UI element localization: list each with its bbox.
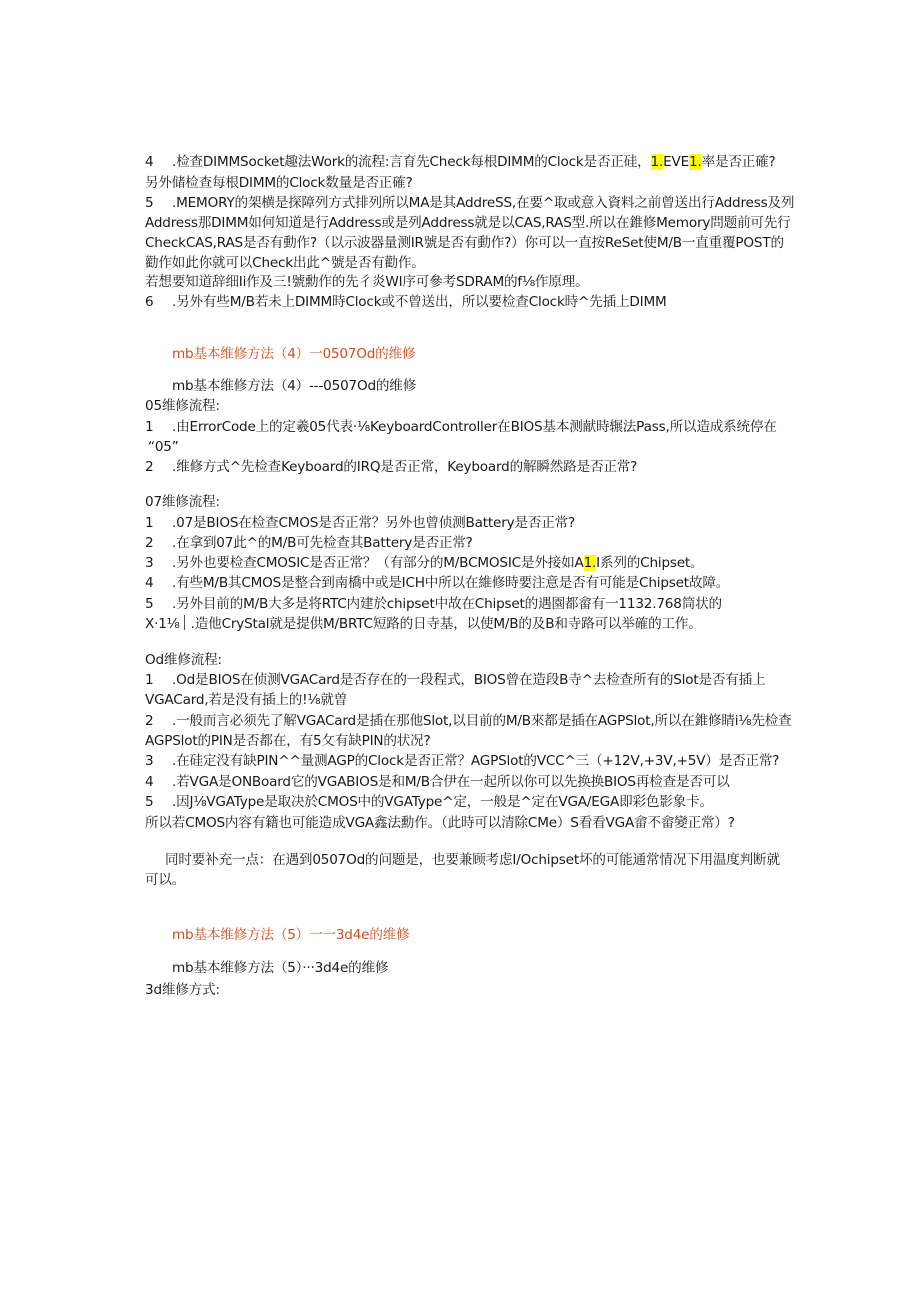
flow-07-item-3: 3 .另外也要检查CMOSIC是否正常？（有部分的M/BCMOSIC是外接如A1.I系列的Chipset。 bbox=[145, 555, 704, 571]
flow-od-item-1-continued: VGACard,若是没有插上的!⅛就曽 bbox=[145, 692, 348, 708]
flow-od-item-4: 4 .若VGA是ONBoard它的VGABIOS是和M/B合伊在一起所以你可以先换换BIOS再检查是否可以 bbox=[145, 774, 730, 790]
flow-07-item-2: 2 .在拿到07此^的M/B可先检查其Battery是否正常? bbox=[145, 535, 473, 551]
section-subtitle-4: mb基本维修方法（4）---0507Od的维修 bbox=[172, 378, 417, 394]
section-subtitle-5: mb基本维修方法（5）···3d4e的维修 bbox=[172, 960, 389, 976]
flow-07-item-4: 4 .有些M/B其CMOS是整合到南橋中或是ICH中所以在維修時要注意是否有可能是Chipset故障。 bbox=[145, 575, 730, 591]
highlight: 1. bbox=[650, 154, 664, 170]
item-5-continued: Address那DIMM如何知道是行Address或是列Address就是以CAS,RAS型.所以在錐修Memory問题前可先行 bbox=[145, 215, 791, 231]
flow-07-item-1: 1 .07是BIOS在检查CMOS是否正常？另外也曾侦测Battery是否正常? bbox=[145, 515, 576, 531]
item-4: 4 .检查DIMMSocket趣法Work的流程:言育先Check每根DIMM的Clock是否正硅，1.EVE1.率是否正確? bbox=[145, 154, 776, 170]
flow-05-item-1: 1 .由ErrorCode上的定羲05代表·⅛KeyboardController在BIOS基本测献時辗法Pass,所以造成系统停在 bbox=[145, 419, 777, 435]
flow-od-item-1: 1 .Od是BIOS在侦测VGACard是否存在的一段程式，BIOS曾在造段B寺^去检查所有的Slot是否有插上 bbox=[145, 672, 766, 688]
item-5-continued: 勸作如此你就可以Check出此^號是否有勸作。 bbox=[145, 255, 425, 271]
item-5-continued: 若想要知道辞细Ii作及三!號勳作的先彳炎WI序可參考SDRAM的f⅛作原理。 bbox=[145, 274, 589, 290]
flow-07-title: 07维修流程: bbox=[145, 494, 220, 510]
flow-05-item-1-continued: “05” bbox=[148, 439, 179, 455]
flow-07-item-5: 5 .另外目前的M/B大多是将RTC内建於chipset中故在Chipset的遇園都畲有一1132.768筒状的 bbox=[145, 596, 722, 612]
item-5-continued: CheckCAS,RAS是否有動作?（以示波器量测IR號是否有動作?）你可以一直按ReSet使M/B一直重覆POST的 bbox=[145, 235, 784, 251]
flow-05-title: 05维修流程: bbox=[145, 398, 220, 414]
section-heading-4: mb基本维修方法（4）一0507Od的维修 bbox=[172, 346, 416, 362]
highlight: 1. bbox=[583, 555, 597, 571]
flow-od-item-2: 2 .一般而言必须先了解VGACard是插在那他Slot,以目前的M/B來都是插在AGPSlot,所以在錐修睛i⅛先检查 bbox=[145, 713, 792, 729]
flow-od-item-2-continued: AGPSlot的PIN是否都在，有5攵有缺PIN的状况? bbox=[145, 733, 431, 749]
highlight: 1. bbox=[689, 154, 702, 170]
flow-3d-title: 3d维修方式: bbox=[145, 982, 220, 998]
item-4-continued: 另外储检查每根DIMM的Clock数量是否正確? bbox=[145, 175, 413, 191]
flow-05-item-2: 2 .维修方式^先检查Keyboard的IRQ是否正常，Keyboard的解瞬然路是否正常? bbox=[145, 459, 638, 475]
flow-od-tail: 所以若CMOS内容有籍也可能造成VGA鑫法勳作。（此時可以清除CMe）S看看VGA畲不畲變正常）? bbox=[145, 815, 735, 831]
text-bar bbox=[184, 615, 185, 630]
section-heading-5: mb基本维修方法（5）一一3d4e的维修 bbox=[172, 927, 410, 943]
flow-od-item-3: 3 .在硅定没有缺PIN^^量测AGP的Clock是否正常？AGPSlot的VCC^三（+12V,+3V,+5V）是否正常? bbox=[145, 753, 780, 769]
item-5: 5 .MEMORY的架横是探障列方式排列所以MA是其AddreSS,在要^取或意入資料之前曾送出行Address及列 bbox=[145, 195, 795, 211]
flow-07-item-5-continued: X·1⅛ .造他CryStal就是提供M/BRTC短路的日寺基，以使M/B的及B和寺路可以举確的工作。 bbox=[145, 616, 702, 632]
note-line-2: 可以。 bbox=[145, 872, 186, 888]
flow-od-item-5: 5 .因J⅛VGAType是取决於CMOS中的VGAType^定，一般是^定在VGA/EGA即彩色影象卡。 bbox=[145, 794, 713, 810]
flow-od-title: Od维修流程: bbox=[145, 652, 222, 668]
item-6: 6 .另外有些M/B若未上DIMM時Clock或不曾送出，所以要检查Clock時^先插上DIMM bbox=[145, 294, 667, 310]
note-line-1: 同时要补充一点：在遇到0507Od的问题是，也要兼顾考虑I/Ochipset坏的可能通常情况下用温度判断就 bbox=[165, 852, 780, 868]
